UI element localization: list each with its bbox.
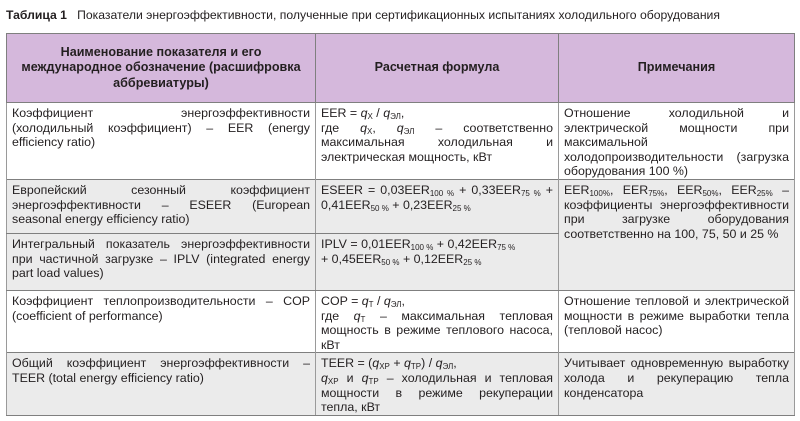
header-formula: Расчетная формула [316, 34, 559, 103]
table-caption [6, 6, 796, 24]
row-iplv-formula: IPLV = $0,01EER_{100 \%} + 0,42EER_{75 \%}$ + $0,45EER_{50 \%} + 0,12EER_{25 \%}$ [316, 233, 559, 290]
table-row [7, 353, 795, 415]
table-row [7, 103, 795, 180]
table-row [7, 179, 795, 233]
row-cop-name: Коэффициент теплопроизводительности – COP (coefficient of performance) [7, 290, 316, 352]
row-teer-name: Общий коэффициент энергоэффективности – TEER (total energy efficiency ratio) [7, 353, 316, 415]
row-cop-formula: COP = $q_Т / q_{ЭЛ}$, где $q_Т$ – максимальная тепловая мощность в режиме теплового насоса, кВт [316, 290, 559, 352]
row-teer-formula: TEER = $(q_{ХР} + q_{ТР}) / q_{ЭЛ}$, $q_{ХР}$ и $q_{ТР}$ – холодильная и тепловая мощности в режиме рекуперации тепла, кВт [316, 353, 559, 415]
caption-label: Таблица 1 [6, 8, 67, 22]
caption-text: Показатели энергоэффективности, полученные при сертификационных испытаниях холодильного оборудования [77, 8, 720, 22]
row-teer-notes: Учитывает одновременную выработку холода и рекуперацию тепла конденсатора [559, 353, 795, 415]
row-eseer-name: Европейский сезонный коэффициент энергоэффективности – ESEER (European seasonal energy efficiency ratio) [7, 179, 316, 233]
table-row [7, 290, 795, 352]
header-name: Наименование показателя и его международное обозначение (расшифровка аббревиатуры) [7, 34, 316, 103]
row-eseer-formula: ESEER = $0,03EER_{100 \%} + 0,33EER_{75 \%} + 0,41EER_{50 \%} + 0,23EER_{25 \%}$ [316, 179, 559, 233]
energy-efficiency-table [6, 33, 795, 416]
header-notes: Примечания [559, 34, 795, 103]
row-eer-name: Коэффициент энергоэффективности (холодильный коэффициент) – EER (energy efficiency ratio) [7, 103, 316, 180]
shared-notes-eseer-iplv: $EER_{100\%}$, $EER_{75\%}$, $EER_{50\%}$, $EER_{25\%}$ – коэффициенты энергоэффективности при загрузке оборудования соответственно на 100, 75, 50 и 25 % [559, 179, 795, 290]
table-header-row [7, 34, 795, 103]
row-eer-formula: EER = $q_Х / q_{ЭЛ}$, где $q_Х$, $q_{ЭЛ}$ – соответственно максимальная холодильная и электрическая мощность, кВт [316, 103, 559, 180]
row-cop-notes: Отношение тепловой и электрической мощности в режиме выработки тепла (тепловой насос) [559, 290, 795, 352]
row-eer-notes: Отношение холодильной и электрической мощности при максимальной холодопроизводительности (загрузка оборудования 100 %) [559, 103, 795, 180]
row-iplv-name: Интегральный показатель энергоэффективности при частичной загрузке – IPLV (integrated energy part load values) [7, 233, 316, 290]
